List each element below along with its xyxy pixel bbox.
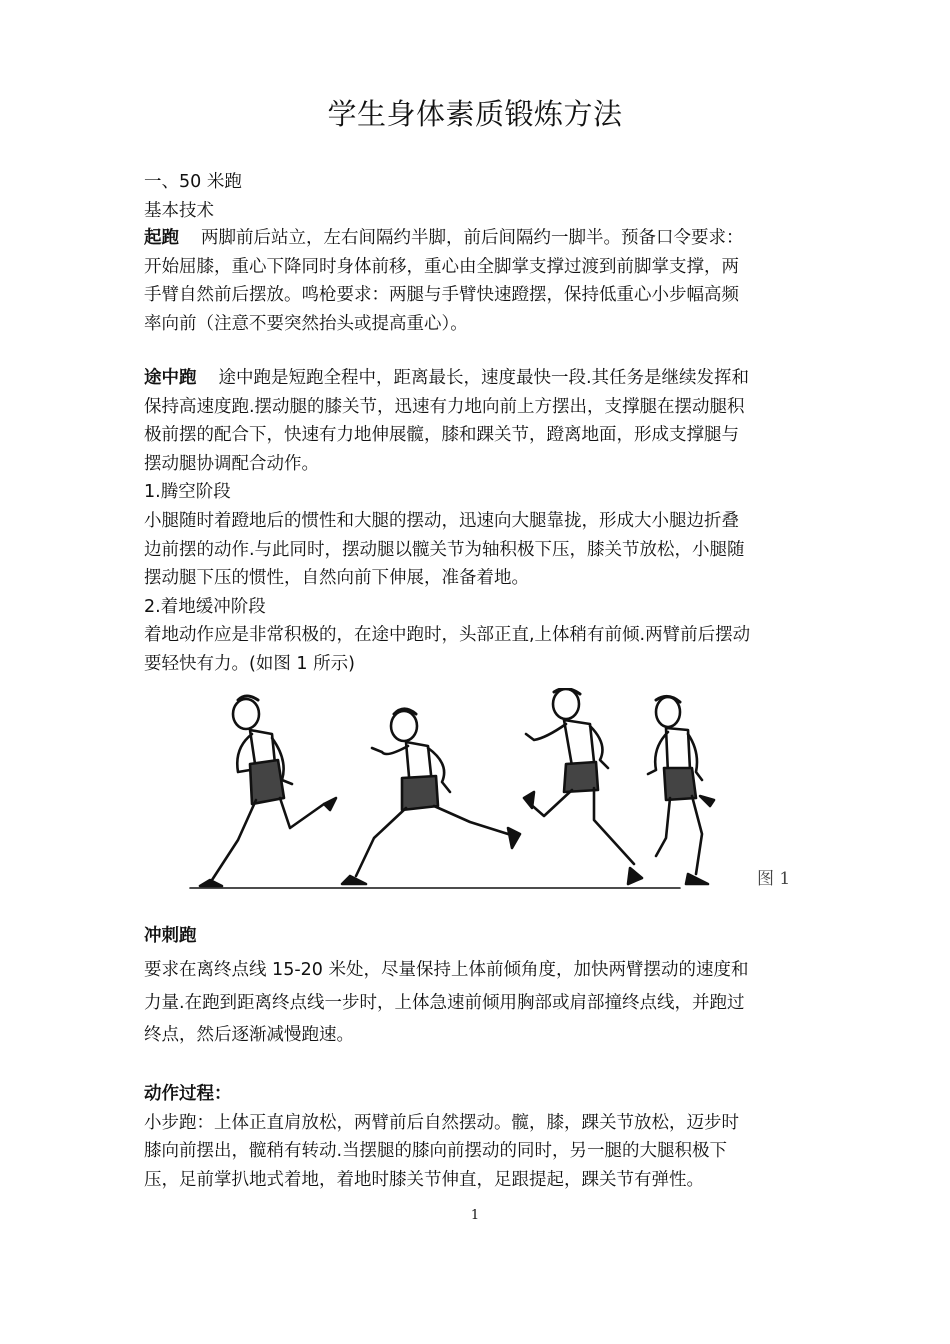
- midrun-label: 途中跑: [144, 368, 197, 388]
- section-heading-block: [144, 168, 809, 225]
- figure-caption: 图 1: [757, 869, 791, 889]
- start-paragraph: [144, 224, 809, 338]
- section-subheading: 基本技术: [144, 200, 214, 221]
- start-line-2: 手臂自然前后摆放。鸣枪要求：两腿与手臂快速蹬摆，保持低重心小步幅高频: [144, 285, 739, 306]
- process-line-2: 压，足前掌扒地式着地，着地时膝关节伸直，足跟提起，踝关节有弹性。: [144, 1169, 704, 1190]
- phase1-line-1: 边前摆的动作.与此同时，摆动腿以髋关节为轴积极下压，膝关节放松，小腿随: [144, 539, 745, 560]
- start-text-0: 两脚前后站立，左右间隔约半脚，前后间隔约一脚半。预备口令要求：: [201, 228, 744, 248]
- phase2-line-1: 要轻快有力。(如图 1 所示): [144, 653, 355, 674]
- midrun-line-3: 摆动腿协调配合动作。: [144, 453, 319, 474]
- sprint-paragraph: [144, 954, 809, 1052]
- running-sequence-illustration: [180, 688, 740, 896]
- section-heading: 一、50 米跑: [144, 172, 242, 192]
- runner-2: [342, 709, 520, 884]
- process-line-0: 小步跑：上体正直肩放松，两臂前后自然摆动。髋，膝，踝关节放松，迈步时: [144, 1112, 739, 1133]
- start-line-3: 率向前（注意不要突然抬头或提高重心）。: [144, 313, 468, 334]
- midrun-line-0: [144, 364, 809, 393]
- midrun-paragraph: [144, 364, 809, 679]
- sprint-label: 冲刺跑: [144, 926, 197, 946]
- process-label: 动作过程：: [144, 1084, 232, 1104]
- runner-3: [524, 688, 642, 884]
- phase2-title: 2.着地缓冲阶段: [144, 596, 266, 617]
- runner-1: [200, 696, 336, 886]
- start-line-1: 开始屈膝，重心下降同时身体前移，重心由全脚掌支撑过渡到前脚掌支撑，两: [144, 256, 739, 277]
- phase1-line-2: 摆动腿下压的惯性，自然向前下伸展，准备着地。: [144, 568, 529, 589]
- midrun-line-1: 保持高速度跑.摆动腿的膝关节，迅速有力地向前上方摆出，支撑腿在摆动腿积: [144, 396, 745, 417]
- start-line-0: [144, 224, 809, 253]
- phase1-title: 1.腾空阶段: [144, 482, 231, 503]
- phase2-line-0: 着地动作应是非常积极的，在途中跑时，头部正直,上体稍有前倾.两臂前后摆动: [144, 625, 751, 646]
- process-section: [144, 1080, 809, 1194]
- sprint-section: [144, 922, 809, 951]
- page-title: 学生身体素质锻炼方法: [327, 97, 623, 131]
- midrun-text-0: 途中跑是短跑全程中，距离最长，速度最快一段.其任务是继续发挥和: [218, 368, 750, 388]
- midrun-line-2: 极前摆的配合下，快速有力地伸展髋，膝和踝关节，蹬离地面，形成支撑腿与: [144, 425, 739, 446]
- sprint-line-0: 要求在离终点线 15-20 米处，尽量保持上体前倾角度，加快两臂摆动的速度和: [144, 960, 749, 980]
- phase1-line-0: 小腿随时着蹬地后的惯性和大腿的摆动，迅速向大腿靠拢，形成大小腿边折叠: [144, 510, 739, 531]
- process-line-1: 膝向前摆出，髋稍有转动.当摆腿的膝向前摆动的同时，另一腿的大腿积极下: [144, 1141, 728, 1162]
- start-label: 起跑: [144, 228, 179, 248]
- runner-4: [648, 696, 714, 884]
- page-number: 1: [470, 1208, 480, 1223]
- sprint-line-2: 终点，然后逐渐减慢跑速。: [144, 1025, 354, 1045]
- sprint-line-1: 力量.在跑到距离终点线一步时，上体急速前倾用胸部或肩部撞终点线，并跑过: [144, 992, 745, 1013]
